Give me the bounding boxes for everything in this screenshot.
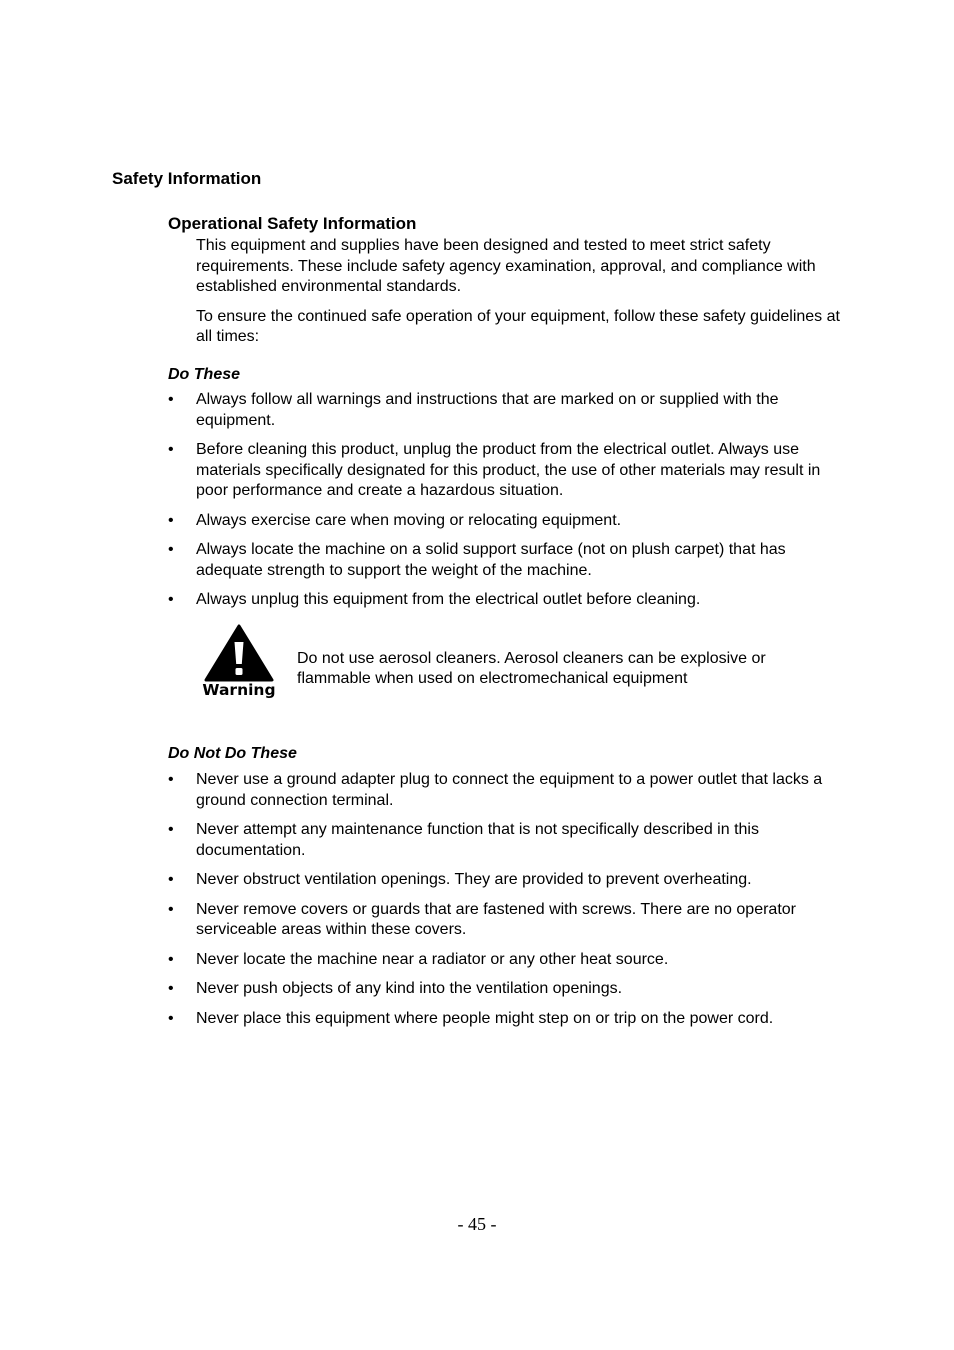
list-item-text: Always unplug this equipment from the electrical outlet before cleaning.: [196, 591, 701, 608]
list-item: [168, 900, 848, 941]
do-these-list: [168, 390, 848, 620]
list-item: [168, 770, 848, 811]
intro-paragraph: To ensure the continued safe operation of your equipment, follow these safety guidelines at all times:: [196, 307, 840, 345]
bullet-icon: •: [168, 391, 174, 408]
list-item: [168, 820, 848, 861]
warning-icon-label: Warning: [202, 681, 276, 699]
section-title: Safety Information: [112, 169, 262, 188]
list-item-text: Never push objects of any kind into the ventilation openings.: [196, 980, 623, 997]
bullet-icon: •: [168, 1009, 174, 1027]
list-item: [168, 390, 848, 431]
list-item: [168, 979, 848, 1000]
list-item: [168, 540, 848, 581]
subsection-title: Operational Safety Information: [168, 214, 417, 233]
list-item: [168, 590, 848, 611]
bullet-icon: •: [168, 511, 174, 529]
bullet-icon: •: [168, 441, 174, 458]
intro-text: [196, 236, 846, 357]
list-item: [168, 950, 848, 971]
intro-paragraph: This equipment and supplies have been designed and tested to meet strict safety requirements. These include safety agency examination, approval, and compliance with established environmental standards.: [196, 237, 816, 295]
warning-text: Do not use aerosol cleaners. Aerosol cleaners can be explosive or flammable when used on electromechanical equipment: [297, 650, 766, 687]
list-item: [168, 511, 848, 532]
list-item-text: Never remove covers or guards that are fastened with screws. There are no operator serviceable areas within these covers.: [196, 900, 796, 938]
list-item-text: Never place this equipment where people might step on or trip on the power cord.: [196, 1009, 774, 1027]
list-item-text: Always locate the machine on a solid support surface (not on plush carpet) that has adequate strength to support the weight of the machine.: [196, 541, 786, 579]
list-item-text: Never locate the machine near a radiator or any other heat source.: [196, 950, 669, 968]
do-not-do-these-list: [168, 770, 848, 1038]
list-item: [168, 870, 848, 891]
bullet-icon: •: [168, 771, 174, 788]
list-item-text: Always exercise care when moving or relocating equipment.: [196, 511, 622, 529]
list-item-text: Always follow all warnings and instructions that are marked on or supplied with the equipment.: [196, 391, 779, 429]
warning-callout: [196, 624, 816, 704]
list-item: [168, 1009, 848, 1030]
warning-triangle-icon: [196, 624, 282, 702]
bullet-icon: •: [168, 591, 174, 608]
list-item: [168, 440, 848, 502]
do-these-heading: Do These: [168, 366, 241, 383]
bullet-icon: •: [168, 541, 174, 558]
bullet-icon: •: [168, 821, 174, 838]
list-item-text: Before cleaning this product, unplug the product from the electrical outlet. Always use materials specifically designated for this product, the use of other materials may result in poor performance and create a hazardous situation.: [196, 441, 821, 499]
bullet-icon: •: [168, 950, 174, 968]
list-item-text: Never obstruct ventilation openings. They are provided to prevent overheating.: [196, 871, 752, 888]
do-not-do-these-heading: Do Not Do These: [168, 745, 297, 762]
list-item-text: Never use a ground adapter plug to connect the equipment to a power outlet that lacks a ground connection terminal.: [196, 771, 823, 809]
bullet-icon: •: [168, 900, 174, 918]
bullet-icon: •: [168, 871, 174, 888]
bullet-icon: •: [168, 980, 174, 997]
page-number: - 45 -: [457, 1214, 497, 1234]
list-item-text: Never attempt any maintenance function that is not specifically described in this documentation.: [196, 821, 759, 859]
